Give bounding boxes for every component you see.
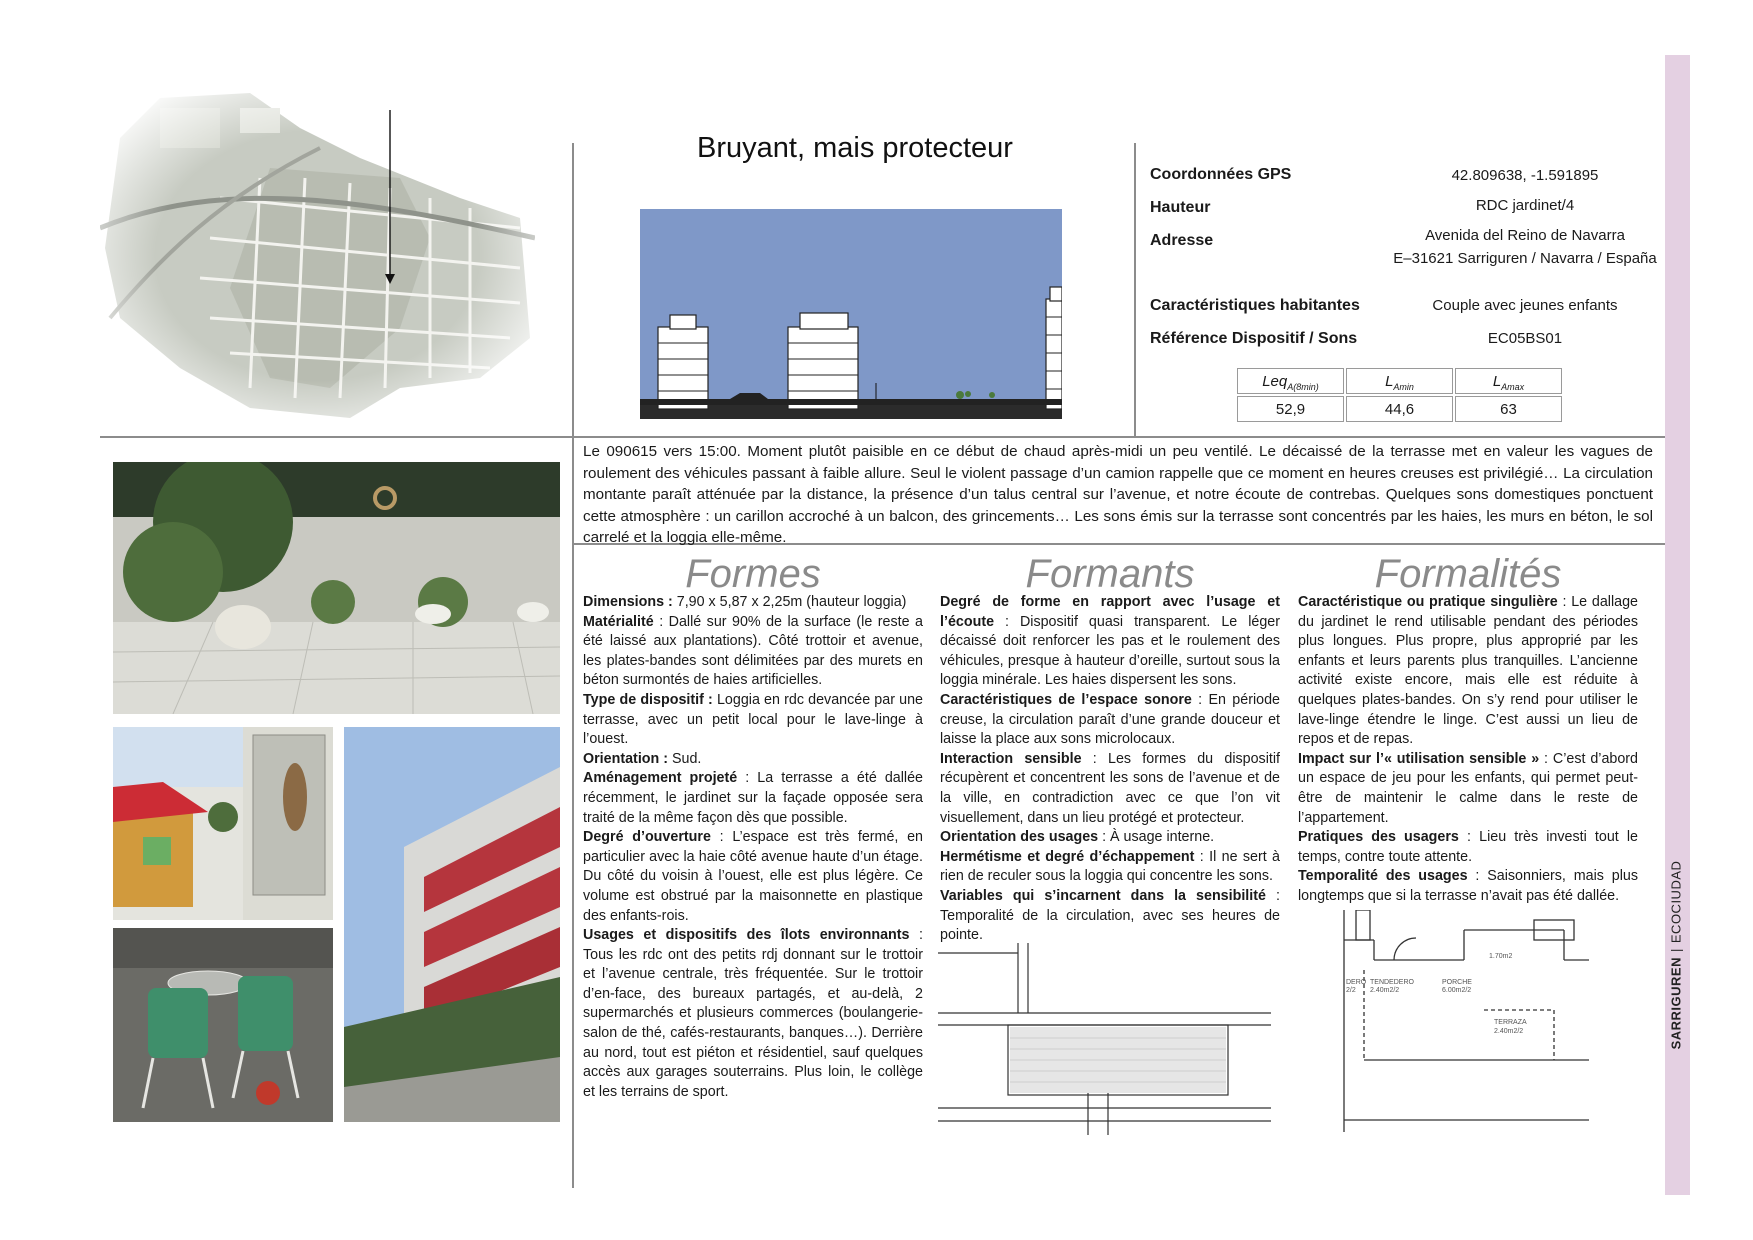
formalites-text: : Le dallage du jardinet le rend utilisable pendant des périodes plus longues. Plus propre, plus approprié par les enfants et leurs parents plus tranquilles. L’ancienne activité existe encore, mais elle est réduite à quelques plates-bandes. On s’y rend pour utiliser le lave-linge étendre le linge. C’est aussi un lieu de repos et de repas. bbox=[1298, 594, 1638, 748]
formalites-key: Caractéristique ou pratique singulière bbox=[1298, 594, 1558, 610]
formes-item bbox=[583, 613, 923, 691]
plan-label: DERO bbox=[1346, 979, 1367, 986]
formes-item bbox=[583, 691, 923, 750]
formalites-text: : Lieu très investi tout le temps, contre toute attente. bbox=[1298, 829, 1638, 865]
gps-value: 42.809638, -1.591895 bbox=[1451, 167, 1599, 184]
address-line2: E–31621 Sarriguren / Navarra / España bbox=[1393, 250, 1657, 267]
formes-item bbox=[583, 750, 923, 770]
address-line1: Avenida del Reino de Navarra bbox=[1425, 227, 1625, 244]
formalites-key: Temporalité des usages bbox=[1298, 868, 1468, 885]
formes-item bbox=[583, 769, 923, 828]
formes-text: 7,90 x 5,87 x 2,25m (hauteur loggia) bbox=[672, 594, 907, 610]
formants-text: : Il ne sert à rien de reculer sous la loggia qui concentre les sons. bbox=[940, 848, 1281, 885]
formalites-item bbox=[1298, 867, 1638, 906]
formes-key: Dimensions : bbox=[583, 594, 673, 610]
header-divider bbox=[100, 436, 1683, 438]
reference-value: EC05BS01 bbox=[1487, 330, 1563, 347]
playhouse-photo bbox=[113, 727, 333, 920]
formes-text: : La terrasse a été dallée récemment, le jardinet sur la façade opposée sera traité de la même façon dès que possible. bbox=[583, 770, 923, 826]
height-value: RDC jardinet/4 bbox=[1475, 197, 1575, 214]
formants-key: Interaction sensible bbox=[940, 750, 1082, 767]
formalites-text: : Saisonniers, mais plus longtemps que si la terrasse n’avait pas été dallée. bbox=[1298, 868, 1639, 904]
formalites-key: Pratiques des usagers bbox=[1298, 829, 1459, 846]
measure-subscript: Amin bbox=[1393, 382, 1414, 392]
site-map bbox=[100, 88, 535, 423]
formes-text: Sud. bbox=[668, 750, 702, 767]
formes-key: Degré d’ouverture bbox=[583, 829, 711, 846]
formes-text: Loggia en rdc devancée par une terrasse, avec un petit local pour le lave-linge à l’ouest. bbox=[583, 691, 923, 748]
measure-value-lmax: 63 bbox=[1455, 396, 1562, 422]
formes-key: Matérialité bbox=[583, 613, 654, 630]
plan-label: 1.70m2 bbox=[1489, 953, 1513, 960]
plan-label: TERRAZA bbox=[1494, 1019, 1527, 1026]
formants-text: : Les formes du dispositif récupèrent et concentrent les sons de l’avenue et de la ville, en contradiction avec ce que l’on vit visuellement, dans un lieu protégé et protecteur. bbox=[940, 750, 1280, 826]
reference-label: Référence Dispositif / Sons bbox=[1150, 330, 1358, 347]
info-divider bbox=[1134, 143, 1136, 436]
side-label-separator: | bbox=[1668, 948, 1684, 952]
formes-item bbox=[583, 926, 923, 1102]
plan-label: 6.00m2/2 bbox=[1442, 987, 1472, 994]
formants-text: : Temporalité de la circulation, avec ses heures de pointe. bbox=[940, 887, 1280, 944]
plan-label: 2.40m2/2 bbox=[1494, 1028, 1524, 1035]
formes-key: Type de dispositif : bbox=[583, 691, 713, 708]
formants-text: : À usage interne. bbox=[1098, 829, 1215, 846]
formants-item bbox=[940, 750, 1280, 828]
plan-label: 2.40m2/2 bbox=[1370, 987, 1400, 994]
measure-value-lmin: 44,6 bbox=[1346, 396, 1453, 422]
formants-item bbox=[940, 691, 1280, 750]
formants-item bbox=[940, 828, 1280, 848]
loggia-chairs-photo bbox=[113, 928, 333, 1122]
measure-symbol: L bbox=[1385, 373, 1394, 390]
measure-header-leq bbox=[1237, 368, 1344, 394]
section-diagram bbox=[640, 209, 1062, 419]
formalites-item bbox=[1298, 593, 1638, 750]
inhabitants-label: Caractéristiques habitantes bbox=[1150, 297, 1360, 314]
formants-key: Hermétisme et degré d’échappement bbox=[940, 848, 1195, 865]
address-label: Adresse bbox=[1150, 232, 1214, 249]
gps-label: Coordonnées GPS bbox=[1150, 166, 1292, 183]
formants-text: : En période creuse, la circulation paraît d’une grande douceur et laisse la place aux sons microlocaux. bbox=[940, 691, 1280, 748]
measure-table bbox=[1235, 366, 1564, 424]
formants-key: Caractéristiques de l’espace sonore bbox=[940, 691, 1192, 708]
left-column-divider bbox=[572, 143, 574, 1188]
formants-key: Degré de forme en rapport avec l’usage et l’écoute bbox=[940, 594, 1280, 630]
page-title: Bruyant, mais protecteur bbox=[697, 132, 1013, 164]
formalites-text: : C’est d’abord un espace de jeu pour les enfants, qui permet peut-être de maintenir le calme dans le reste de l’appartement. bbox=[1298, 750, 1639, 826]
formalites-column bbox=[1298, 593, 1638, 907]
section-plan-drawing bbox=[938, 943, 1271, 1135]
formalites-key: Impact sur l’« utilisation sensible » bbox=[1298, 750, 1540, 767]
plan-label: PORCHE bbox=[1442, 979, 1472, 986]
formes-item bbox=[583, 593, 923, 613]
measure-symbol: Leq bbox=[1262, 373, 1288, 390]
measure-subscript: Amax bbox=[1501, 382, 1525, 392]
inhabitants-value: Couple avec jeunes enfants bbox=[1432, 297, 1618, 314]
formes-column bbox=[583, 593, 923, 1102]
formants-title: Formants bbox=[1025, 552, 1195, 596]
formes-key: Aménagement projeté bbox=[583, 770, 738, 787]
formes-item bbox=[583, 828, 923, 926]
terrace-photo bbox=[113, 462, 560, 714]
formalites-item bbox=[1298, 828, 1638, 867]
plan-label: 2/2 bbox=[1346, 987, 1356, 994]
building-facade-photo bbox=[344, 727, 560, 1122]
measure-header-lmin bbox=[1346, 368, 1453, 394]
formes-title: Formes bbox=[685, 552, 821, 596]
formes-text: : Tous les rdc ont des petits rdj donnant sur le trottoir et l’avenue centrale, très fréquentée. Sur le trottoir d’en-face, des bureaux partagés, et au-delà, 2 supermarchés et plusieurs commerces (boulangerie-salon de thé, cafés-restaurants, banques…). Derrière au nord, tout est piéton et résidentiel, sauf quelques accès aux garages souterrains. Plus loin, le collège et les terrains de sport. bbox=[583, 927, 923, 1100]
formes-key: Usages et dispositifs des îlots environnants bbox=[583, 927, 910, 944]
side-label-project: ECOCIUDAD bbox=[1668, 860, 1684, 944]
formes-key: Orientation : bbox=[583, 750, 668, 767]
formants-column bbox=[940, 593, 1280, 946]
measure-value-leq: 52,9 bbox=[1237, 396, 1344, 422]
height-label: Hauteur bbox=[1150, 199, 1211, 216]
intro-paragraph: Le 090615 vers 15:00. Moment plutôt paisible en ce début de chaud après-midi un peu ventilé. Le décaissé de la terrasse met en valeur les vagues de roulement des véhicules passant à faible allure. Seul le violent passage d’un camion rappelle que ce moment en heures creuses est privilégié… La circulation montante paraît atténuée par la distance, la présence d’un talus central sur l’avenue, et notre écoute de contrebas. Quelques sons domestiques ponctuent cette atmosphère : un carillon accroché à un balcon, des grincements… Les sons émis sur la terrasse sont concentrés par les haies, les murs en béton, le sol carrelé et la loggia elle-même. bbox=[583, 443, 1653, 546]
measure-subscript: A(8min) bbox=[1287, 382, 1319, 392]
floor-plan-drawing bbox=[1334, 910, 1589, 1132]
formalites-title: Formalités bbox=[1374, 552, 1562, 596]
formants-key: Orientation des usages bbox=[940, 829, 1099, 846]
formants-item bbox=[940, 887, 1280, 946]
measure-symbol: L bbox=[1492, 373, 1502, 390]
formants-text: : Dispositif quasi transparent. Le léger décaissé doit renforcer les pas et le roulement des véhicules, presque à hauteur d’oreille, surtout sous la loggia minérale. Les haies dispersent les sons. bbox=[940, 613, 1280, 689]
side-label bbox=[1669, 861, 1684, 1050]
formants-item bbox=[940, 848, 1280, 887]
formants-key: Variables qui s’incarnent dans la sensibilité bbox=[940, 887, 1266, 904]
plan-label: TENDEDERO bbox=[1370, 979, 1414, 986]
formes-text: : Dallé sur 90% de la surface (le reste a été laissé aux plantations). Côté trottoir et avenue, les plates-bandes sont délimitées par des murets en béton surmontés de haies artificielles. bbox=[583, 613, 923, 689]
measure-header-lmax bbox=[1455, 368, 1562, 394]
formalites-item bbox=[1298, 750, 1638, 828]
side-label-place: SARRIGUREN bbox=[1668, 957, 1684, 1050]
formes-text: : L’espace est très fermé, en particulier avec la haie côté avenue haute d’un étage. Du côté du voisin à l’ouest, elle est plus légère. Ce volume est obstrué par la maisonnette en plastique des enfants-rois. bbox=[583, 829, 923, 924]
formants-item bbox=[940, 593, 1280, 691]
